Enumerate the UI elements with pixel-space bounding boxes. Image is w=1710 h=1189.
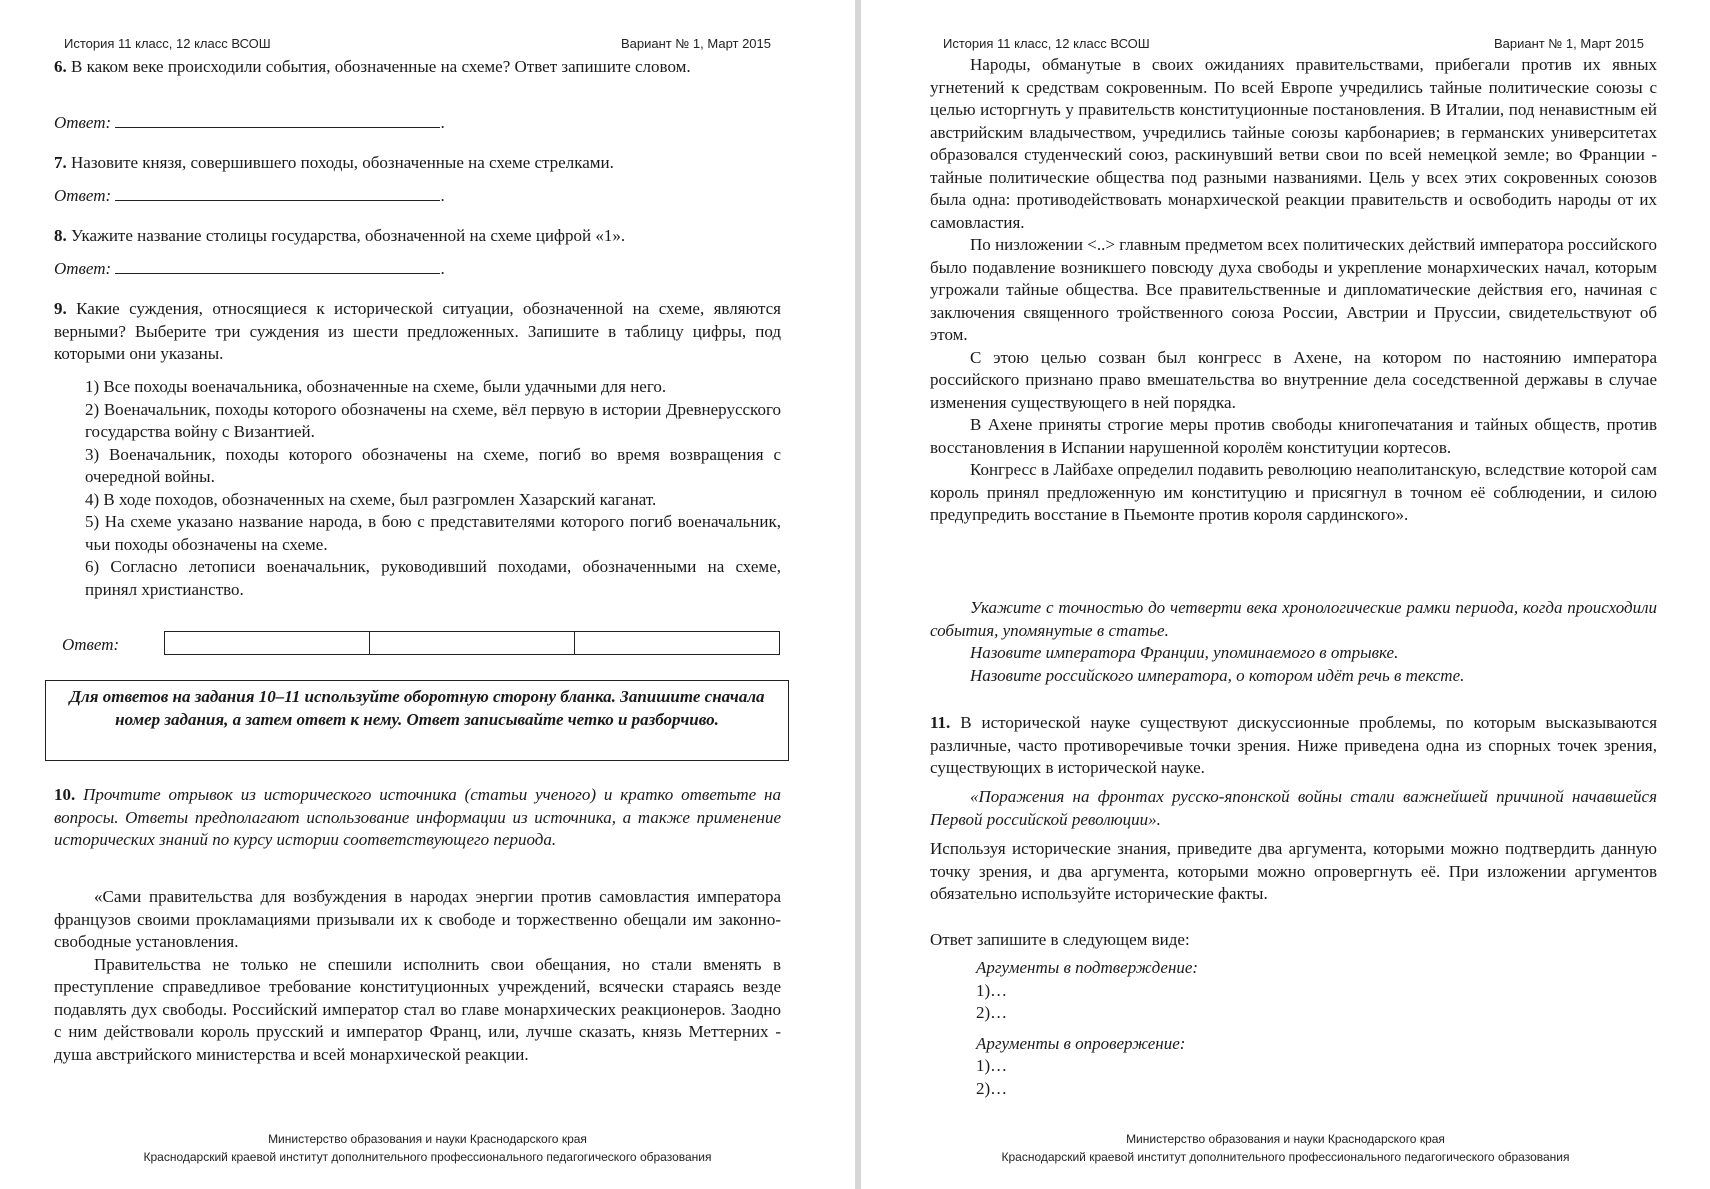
question-8-number: 8. bbox=[54, 226, 67, 245]
task-3: Назовите российского императора, о котором идёт речь в тексте. bbox=[970, 665, 1465, 685]
question-7-answer: Ответ: . bbox=[54, 186, 445, 205]
question-8-text: Укажите название столицы государства, обозначенной на схеме цифрой «1». bbox=[71, 226, 626, 245]
source-excerpt-continued bbox=[930, 54, 1657, 527]
question-10-text: Прочтите отрывок из исторического источника (статьи ученого) и кратко ответьте на вопросы. Ответы предполагают использование информации из источника, а также применение исторических знаний по курсу истории соответствующего периода. bbox=[54, 785, 781, 849]
header-subject: История 11 класс, 12 класс ВСОШ bbox=[64, 36, 271, 51]
answer-format-intro: Ответ запишите в следующем виде: bbox=[930, 930, 1190, 949]
footer-institute: Краснодарский краевой институт дополнительного профессионального педагогического образования bbox=[143, 1150, 712, 1164]
question-8-answer: Ответ: . bbox=[54, 259, 445, 278]
footer-ministry: Министерство образования и науки Краснодарского края bbox=[1126, 1132, 1445, 1146]
source-paragraph-1: «Сами правительства для возбуждения в народах энергии против самовластия императора французов своими прокламациями призывали их к свободе и торжественно обещали им законно-свободные установления. bbox=[54, 887, 781, 951]
question-6-number: 6. bbox=[54, 57, 67, 76]
option-2: 2) Военачальник, походы которого обозначены на схеме, вёл первую в истории Древнерусского государства войну с Византией. bbox=[85, 399, 781, 441]
answer-line[interactable] bbox=[115, 113, 440, 128]
args-against-item-1: 1)… bbox=[976, 1056, 1008, 1075]
task-1: Укажите с точностью до четверти века хронологические рамки периода, когда происходили события, упомянутые в статье. bbox=[930, 598, 1657, 640]
question-7 bbox=[54, 152, 781, 175]
question-7-number: 7. bbox=[54, 153, 67, 172]
question-11-quote bbox=[930, 786, 1657, 831]
args-for-label: Аргументы в подтверждение: bbox=[976, 958, 1199, 977]
answer-label: Ответ: bbox=[54, 259, 112, 278]
question-9-answer-table bbox=[164, 631, 780, 655]
question-11-instructions bbox=[930, 838, 1657, 906]
source-paragraph-3: Народы, обманутые в своих ожиданиях правительствами, прибегали против их явных угнетений к средствам сокровенным. По всей Европе учредились тайные политические союзы с целью исторгнуть у правительств конституционные постановления. В Италии, под ненавистным ей австрийским владычеством, учредились тайные союзы карбонариев; в германских университетах образовался студенческий союз, раскинувший ветви свои по всей немецкой земле; во Франции - тайные политические общества под разными названиями. Цель у всех этих сокровенных союзов была одна: противодействовать монархической реакции правительств и освободить народы от их самовластия. bbox=[930, 55, 1657, 232]
option-1: 1) Все походы военачальника, обозначенные на схеме, были удачными для него. bbox=[85, 377, 667, 396]
question-10-tasks bbox=[930, 597, 1657, 687]
option-4: 4) В ходе походов, обозначенных на схеме, был разгромлен Хазарский каганат. bbox=[85, 489, 657, 509]
answer-line[interactable] bbox=[115, 259, 440, 274]
question-9-answer-label bbox=[62, 634, 119, 657]
args-for-item-2: 2)… bbox=[976, 1003, 1008, 1022]
source-paragraph-5: С этою целью созван был конгресс в Ахене, на котором по настоянию императора российского признано право вмешательства во внутренние дела соседственной державы в случае изменения существующего в ней порядка. bbox=[930, 347, 1657, 412]
footer-ministry: Министерство образования и науки Краснодарского края bbox=[268, 1132, 587, 1146]
option-3: 3) Военачальник, походы которого обозначены на схеме, погиб во время возвращения с очередной войны. bbox=[85, 444, 781, 486]
instructions-text: Используя исторические знания, приведите два аргумента, которыми можно подтвердить данную точку зрения, и два аргумента, которыми можно опровергнуть её. При изложении аргументов обязательно используйте исторические факты. bbox=[930, 839, 1657, 903]
question-11-number: 11. bbox=[930, 713, 951, 732]
answer-cell-2[interactable] bbox=[370, 632, 575, 655]
source-paragraph-6: В Ахене приняты строгие меры против свободы книгопечатания и тайных обществ, против восстановления в Испании нарушенной королём конституции кортесов. bbox=[930, 415, 1657, 457]
args-against-label: Аргументы в опровержение: bbox=[976, 1033, 1186, 1053]
question-8 bbox=[54, 225, 781, 248]
option-6: 6) Согласно летописи военачальник, руководивший походами, обозначенными на схеме, принял христианство. bbox=[85, 557, 781, 599]
answer-format bbox=[976, 957, 1198, 1100]
answer-label: Ответ: bbox=[54, 113, 112, 132]
quote-text: «Поражения на фронтах русско-японской войны стали важнейшей причиной начавшейся Первой российской революции». bbox=[930, 787, 1657, 829]
question-9-text: Какие суждения, относящиеся к исторической ситуации, обозначенной на схеме, являются верными? Выберите три суждения из шести предложенных. Запишите в таблицу цифры, под которыми они указаны. bbox=[54, 299, 781, 363]
question-9-number: 9. bbox=[54, 299, 67, 318]
answer-cell-3[interactable] bbox=[575, 632, 780, 655]
answer-label: Ответ: bbox=[54, 186, 112, 205]
source-paragraph-4: По низложении <..> главным предметом всех политических действий императора российского было подавление возникшего повсюду духа свободы и укрепление монархических начал, которым угрожали тайные общества. Все правительственные и дипломатические действия его, начиная с заключения священного тройственного союза России, Австрии и Пруссии, свидетельствуют об этом. bbox=[930, 235, 1657, 344]
question-11-text: В исторической науке существуют дискуссионные проблемы, по которым высказываются различные, часто противоречивые точки зрения. Ниже приведена одна из спорных точек зрения, существующих в исторической науке. bbox=[930, 713, 1658, 777]
task-2: Назовите императора Франции, упоминаемого в отрывке. bbox=[970, 643, 1399, 662]
question-6 bbox=[54, 56, 781, 79]
source-paragraph-2: Правительства не только не спешили исполнить свои обещания, но стали вменять в преступление справедливое требование конституционных учреждений, всячески стараясь везде подавлять дух свободы. Российский император стал во главе монархических реакционеров. Заодно с ним действовали король прусский и император Франц, или, лучше сказать, князь Меттерних - душа австрийского министерства и всей монархической реакции. bbox=[54, 954, 781, 1064]
source-paragraph-7: Конгресс в Лайбахе определил подавить революцию неаполитанскую, вследствие которой сам король принял предложенную им конституцию и присягнул в точном её соблюдении, и силою предупредить восстание в Пьемонте против короля сардинского». bbox=[930, 460, 1657, 524]
question-9-options bbox=[85, 376, 781, 601]
args-for-item-1: 1)… bbox=[976, 980, 1008, 1000]
question-7-text: Назовите князя, совершившего походы, обозначенные на схеме стрелками. bbox=[71, 153, 614, 172]
question-10-number: 10. bbox=[54, 785, 76, 804]
answer-cell-1[interactable] bbox=[165, 632, 370, 655]
answer-line[interactable] bbox=[115, 186, 440, 201]
right-page bbox=[861, 0, 1710, 1189]
args-against-item-2: 2)… bbox=[976, 1078, 1008, 1098]
notice-box: Для ответов на задания 10–11 используйте оборотную сторону бланка. Запишите сначала номер задания, а затем ответ к нему. Ответ записывайте четко и разборчиво. bbox=[45, 680, 789, 761]
header-variant: Вариант № 1, Март 2015 bbox=[620, 36, 771, 51]
source-excerpt bbox=[54, 886, 781, 1066]
option-5: 5) На схеме указано название народа, в бою с представителями которого погиб военачальник, чьи походы обозначены на схеме. bbox=[85, 512, 781, 554]
footer-institute: Краснодарский краевой институт дополнительного профессионального педагогического образования bbox=[1001, 1150, 1570, 1164]
question-6-text: В каком веке происходили события, обозначенные на схеме? Ответ запишите словом. bbox=[71, 57, 691, 76]
header-subject: История 11 класс, 12 класс ВСОШ bbox=[943, 36, 1150, 51]
question-6-answer: Ответ: . bbox=[54, 113, 445, 132]
answer-label: Ответ: bbox=[62, 635, 120, 654]
question-9 bbox=[54, 298, 781, 366]
question-11 bbox=[930, 712, 1657, 780]
header-variant: Вариант № 1, Март 2015 bbox=[1493, 36, 1644, 51]
question-10 bbox=[54, 784, 781, 852]
